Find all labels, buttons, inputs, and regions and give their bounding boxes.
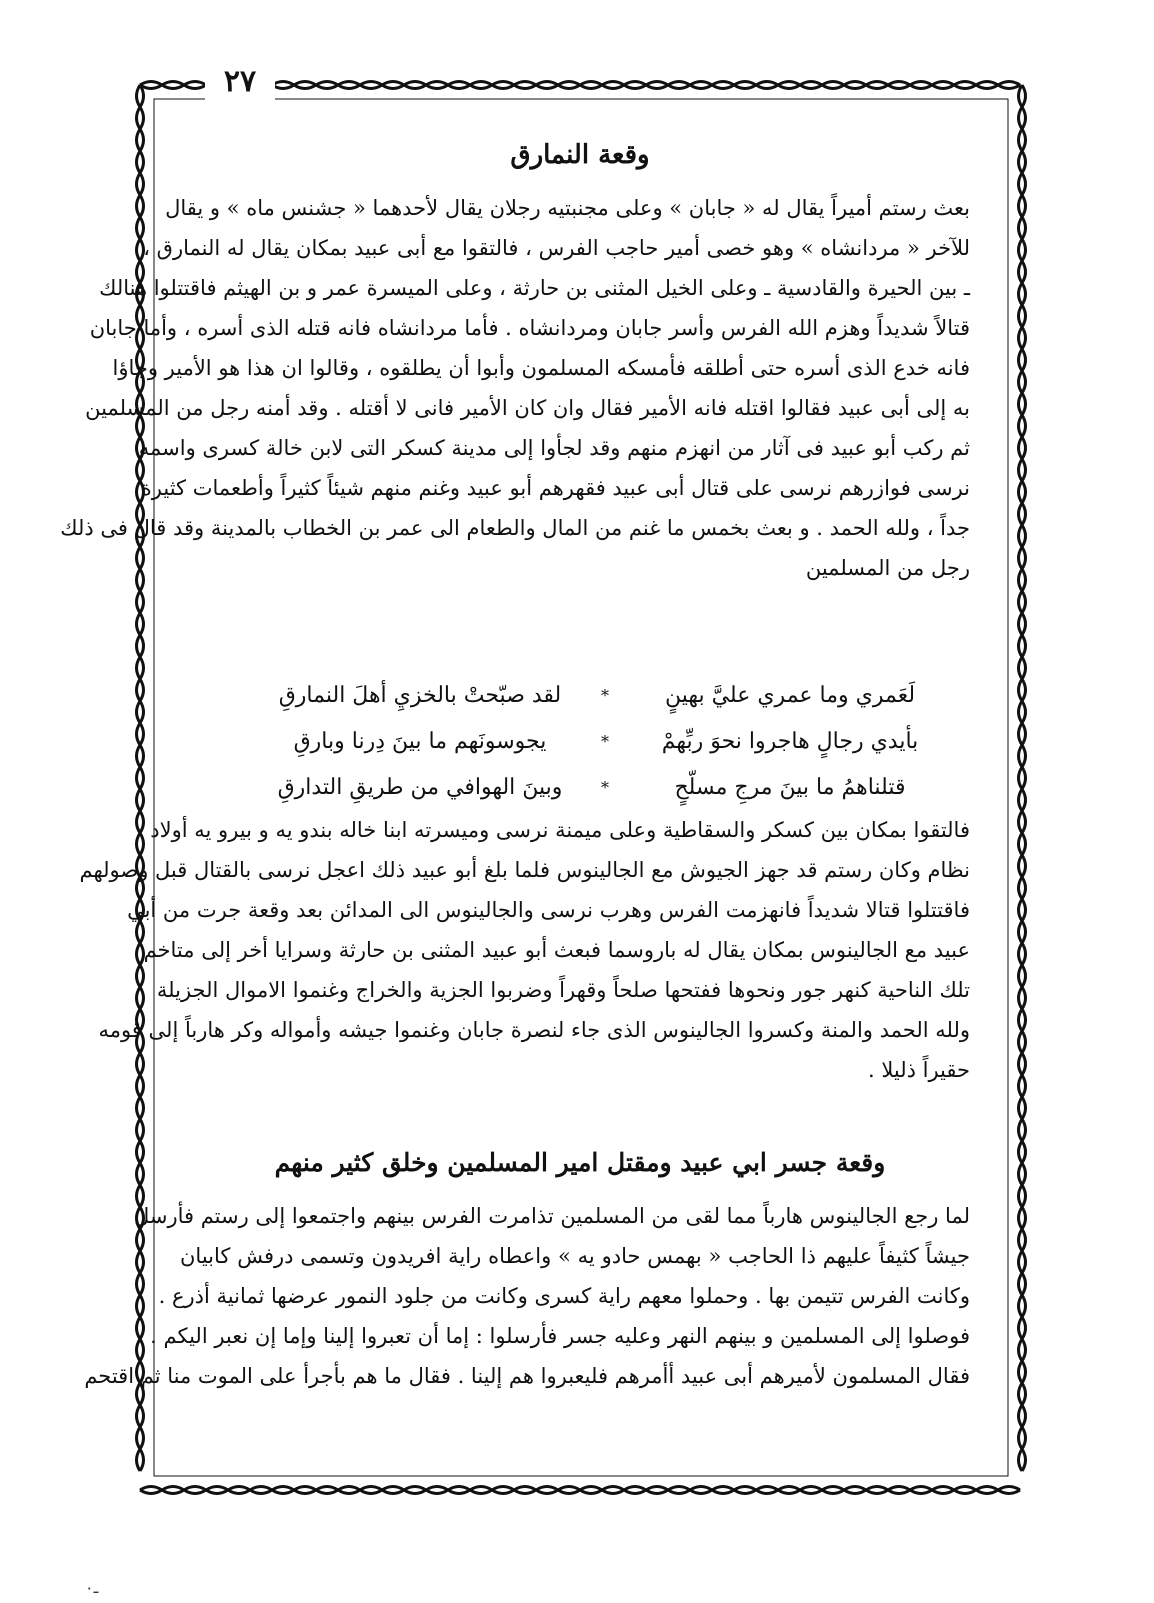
text-line: وكانت الفرس تتيمن بها . وحملوا معهم راية كسرى وكانت من جلود النمور عرضها ثمانية أذرع .: [158, 1284, 970, 1308]
section-title-namariq: وقعة النمارق: [510, 140, 650, 170]
border-rope-strand: [140, 1487, 1020, 1494]
section-title-bridge: وقعة جسر ابي عبيد ومقتل امير المسلمين وخلق كثير منهم: [274, 1148, 886, 1177]
verse-separator: *: [601, 685, 609, 705]
verse-first-hemistich: بأيدي رجالٍ هاجروا نحوَ ربِّهمْ: [661, 728, 919, 754]
text-line: عبيد مع الجالينوس بمكان يقال له باروسما فبعث أبو عبيد المثنى بن حارثة وسرايا أخر إلى متاخم: [143, 938, 970, 962]
verse-separator: *: [601, 731, 609, 751]
text-line: للآخر « مردانشاه » وهو خصى أمير حاجب الفرس ، فالتقوا مع أبى عبيد بمكان يقال له النمارق ،: [143, 236, 970, 260]
verse-first-hemistich: قتلناهمُ ما بينَ مرجِ مسلّحٍ: [674, 774, 906, 800]
poem: [255, 672, 955, 810]
text-line: جيشاً كثيفاً عليهم ذا الحاجب « بهمس حادو يه » واعطاه راية افريدون وتسمى درفش كابيان: [180, 1244, 970, 1268]
text-line: فالتقوا بمكان بين كسكر والسقاطية وعلى ميمنة نرسى وميسرته ابنا خاله بندو يه و بيرو يه أولاد: [150, 818, 970, 842]
poem-verse: [255, 764, 955, 810]
text-line: تلك الناحية كنهر جور ونحوها ففتحها صلحاً وقهراً وضربوا الجزية والخراج وغنموا الاموال الجزيلة: [156, 978, 970, 1002]
text-line: بعث رستم أميراً يقال له « جابان » وعلى مجنبتيه رجلان يقال لأحدهما « جشنس ماه » و يقال: [165, 196, 970, 220]
text-line: رجل من المسلمين: [805, 556, 970, 580]
paragraph-bridge: [84, 1196, 970, 1396]
text-line: قتالاً شديداً وهزم الله الفرس وأسر جابان ومردانشاه . فأما مردانشاه فانه قتله الذى أسره ، وأما جابان: [89, 316, 970, 340]
verse-second-hemistich: يجوسونَهم ما بينَ دِرنا وبارقِ: [293, 728, 547, 754]
verse-separator: *: [601, 777, 609, 797]
text-line: ـ بين الحيرة والقادسية ـ وعلى الخيل المثنى بن حارثة ، وعلى الميسرة عمر و بن الهيثم فاقتتلوا هنالك: [99, 276, 970, 300]
paragraph-kaskar: [79, 810, 970, 1090]
text-line: جداً ، ولله الحمد . و بعث بخمس ما غنم من المال والطعام الى عمر بن الخطاب بالمدينة وقد قال فى ذلك: [60, 516, 970, 540]
text-line: ثم ركب أبو عبيد فى آثار من انهزم منهم وقد لجأوا إلى مدينة كسكر التى لابن خالة كسرى واسمه: [138, 436, 970, 460]
page-edge-mark: ـ٠: [85, 1578, 99, 1597]
poem-verse: [255, 672, 955, 718]
poem-verse: [255, 718, 955, 764]
text-line: نظام وكان رستم قد جهز الجيوش مع الجالينوس فلما بلغ أبو عبيد ذلك اعجل نرسى بالقتال قبل وصولهم: [79, 858, 970, 882]
text-line: ولله الحمد والمنة وكسروا الجالينوس الذى جاء لنصرة جابان وغنموا جيشه وأمواله وكر هارباً إلى قومه: [98, 1018, 970, 1042]
text-line: فقال المسلمون لأميرهم أبى عبيد أأمرهم فليعبروا هم إلينا . فقال ما هم بأجرأ على الموت منا ثم اقتحم: [84, 1364, 970, 1388]
text-line: فانه خدع الذى أسره حتى أطلقه فأمسكه المسلمون وأبوا أن يطلقوه ، وقالوا ان هذا هو الأمير وجاؤا: [112, 356, 970, 380]
verse-second-hemistich: لقد صبّحتْ بالخزيِ أهلَ النمارقِ: [278, 682, 562, 708]
verse-first-hemistich: لَعَمري وما عمري عليَّ بهينٍ: [664, 682, 916, 708]
verse-second-hemistich: وبينَ الهوافي من طريقِ التدارقِ: [277, 774, 563, 800]
text-line: لما رجع الجالينوس هارباً مما لقى من المسلمين تذامرت الفرس بينهم واجتمعوا إلى رستم فأرسل: [133, 1204, 970, 1228]
page-number: ٢٧: [205, 62, 275, 102]
text-line: فوصلوا إلى المسلمين و بينهم النهر وعليه جسر فأرسلوا : إما أن تعبروا إلينا وإما إن نعبر اليكم .: [150, 1324, 970, 1348]
text-line: فاقتتلوا قتالا شديداً فانهزمت الفرس وهرب نرسى والجالينوس الى المدائن بعد وقعة جرت من أبي: [127, 898, 970, 922]
paragraph-namariq: [60, 188, 970, 588]
text-line: به إلى أبى عبيد فقالوا اقتله فانه الأمير فقال وان كان الأمير فانى لا أقتله . وقد أمنه رجل من المسلمين: [85, 396, 970, 420]
text-line: نرسى فوازرهم نرسى على قتال أبى عبيد فقهرهم أبو عبيد وغنم منهم شيئاً كثيراً وأطعمات كثيرة: [140, 476, 970, 500]
text-line: حقيراً ذليلا .: [867, 1058, 970, 1082]
